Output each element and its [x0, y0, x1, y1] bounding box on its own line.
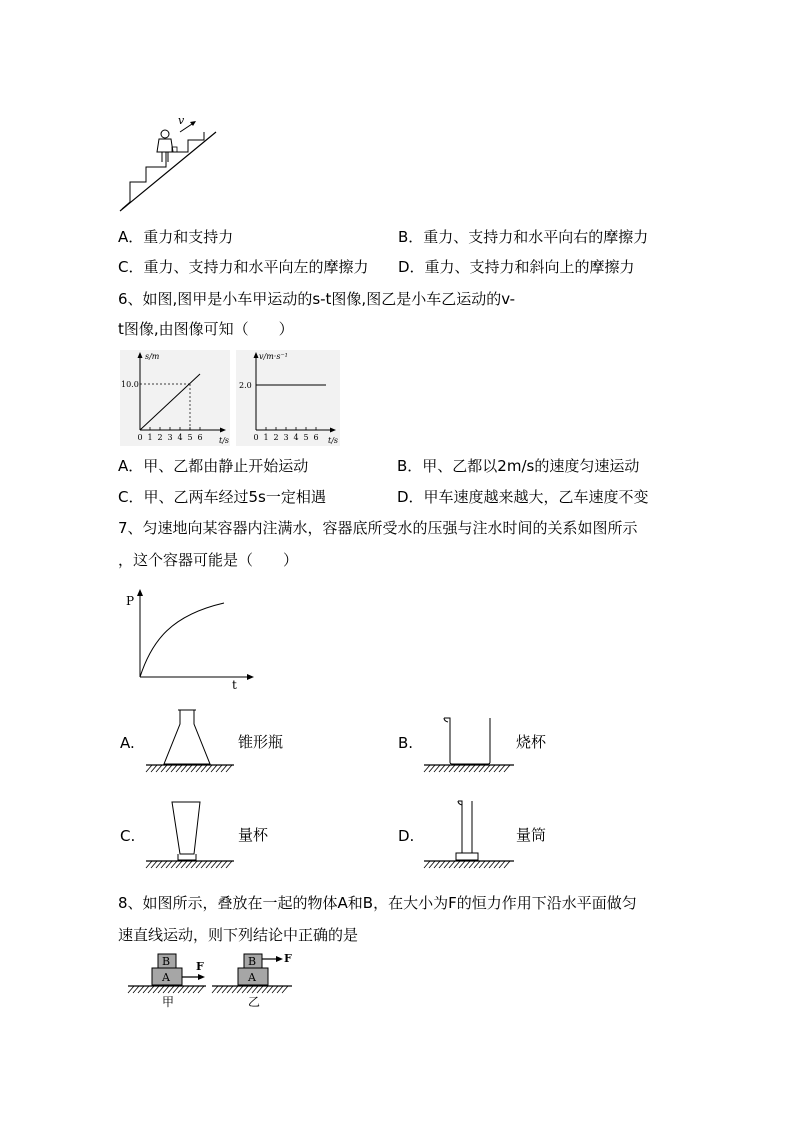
jia-ground-hatch-13 — [193, 986, 199, 993]
yi-ground-hatch-4 — [232, 986, 238, 993]
q5-option-c[interactable]: C．重力、支持力和水平向左的摩擦力 — [118, 258, 369, 276]
yi-ground-hatch-11 — [267, 986, 273, 993]
cylinder-ground-hatch-4 — [444, 861, 450, 868]
jia-ground-hatch-11 — [183, 986, 189, 993]
yi-ground-hatch-7 — [247, 986, 253, 993]
q7-option-a-letter[interactable]: A. — [120, 734, 135, 752]
beaker-ground-hatch-7 — [459, 765, 465, 772]
beaker-ground-hatch-0 — [424, 765, 430, 772]
jia-ground-hatch-1 — [133, 986, 139, 993]
beaker-ground-hatch-14 — [494, 765, 500, 772]
v-t-graph — [236, 350, 340, 446]
beaker-ground-hatch-9 — [469, 765, 475, 772]
cylinder-ground-hatch-1 — [429, 861, 435, 868]
block-figure-jia — [126, 950, 211, 1010]
s-t-tick-label-0: 0 — [137, 433, 143, 442]
cup-ground-hatch-6 — [176, 861, 182, 868]
cup-ground-hatch-10 — [196, 861, 202, 868]
flask-ground-hatch-9 — [191, 765, 197, 772]
q5-option-a[interactable]: A．重力和支持力 — [118, 228, 234, 246]
escalator-figure — [118, 112, 218, 217]
conical-flask-figure — [142, 706, 237, 774]
jia-ground-hatch-3 — [143, 986, 149, 993]
yi-block-b-label: B — [248, 955, 257, 968]
yi-ground-hatch-9 — [257, 986, 263, 993]
flask-ground-hatch-0 — [146, 765, 152, 772]
flask-ground-hatch-11 — [201, 765, 207, 772]
cup-ground-hatch-16 — [226, 861, 232, 868]
q6-option-a[interactable]: A．甲、乙都由静止开始运动 — [118, 457, 309, 475]
velocity-label: v — [178, 114, 185, 127]
flask-ground-hatch-5 — [171, 765, 177, 772]
v-t-ylabel: v/m·s⁻¹ — [259, 352, 288, 361]
yi-caption: 乙 — [248, 995, 261, 1009]
q8-stem-line1: 8、如图所示，叠放在一起的物体A和B，在大小为F的恒力作用下沿水平面做匀 — [118, 894, 637, 912]
q6-option-d[interactable]: D．甲车速度越来越大，乙车速度不变 — [397, 488, 649, 506]
cylinder-ground-hatch-5 — [449, 861, 455, 868]
q6-option-c[interactable]: C．甲、乙两车经过5s一定相遇 — [118, 488, 326, 506]
cylinder-ground-hatch-14 — [494, 861, 500, 868]
yi-block-a-label: A — [248, 971, 256, 984]
cup-ground-hatch-12 — [206, 861, 212, 868]
q7-option-b-name: 烧杯 — [516, 733, 547, 751]
beaker-ground-hatch-1 — [429, 765, 435, 772]
beaker-ground-hatch-8 — [464, 765, 470, 772]
cup-ground-hatch-8 — [186, 861, 192, 868]
s-t-tick-label-1: 1 — [147, 433, 153, 442]
s-t-ylabel: s/m — [145, 352, 160, 361]
beaker-ground-hatch-15 — [499, 765, 505, 772]
cylinder-ground-hatch-11 — [479, 861, 485, 868]
flask-ground-hatch-14 — [216, 765, 222, 772]
beaker-figure — [422, 712, 517, 774]
flask-ground-hatch-16 — [226, 765, 232, 772]
cup-ground-hatch-11 — [201, 861, 207, 868]
s-t-tick-label-3: 3 — [167, 433, 173, 442]
yi-ground-hatch-10 — [262, 986, 268, 993]
yi-ground-hatch-5 — [237, 986, 243, 993]
v-t-tick-label-0: 0 — [253, 433, 259, 442]
jia-ground-hatch-10 — [178, 986, 184, 993]
yi-ground-hatch-8 — [252, 986, 258, 993]
q6-option-b[interactable]: B．甲、乙都以2m/s的速度匀速运动 — [397, 457, 640, 475]
flask-ground-hatch-10 — [196, 765, 202, 772]
yi-ground-hatch-1 — [217, 986, 223, 993]
flask-ground-hatch-6 — [176, 765, 182, 772]
v-t-tick-label-4: 4 — [293, 433, 299, 442]
cylinder-ground-hatch-10 — [474, 861, 480, 868]
q7-stem-line2: ，这个容器可能是（ ） — [118, 551, 299, 569]
jia-ground-hatch-5 — [153, 986, 159, 993]
yi-ground-hatch-13 — [277, 986, 283, 993]
s-t-tick-label-4: 4 — [177, 433, 183, 442]
beaker-ground-hatch-3 — [439, 765, 445, 772]
flask-ground-hatch-4 — [166, 765, 172, 772]
q7-option-d-name: 量筒 — [516, 826, 547, 844]
flask-ground-hatch-8 — [186, 765, 192, 772]
beaker-ground-hatch-2 — [434, 765, 440, 772]
flask-ground-hatch-13 — [211, 765, 217, 772]
beaker-ground-hatch-10 — [474, 765, 480, 772]
s-t-tick-label-5: 5 — [187, 433, 193, 442]
beaker-ground-hatch-12 — [484, 765, 490, 772]
flask-ground-hatch-15 — [221, 765, 227, 772]
beaker-ground-hatch-6 — [454, 765, 460, 772]
jia-ground-hatch-14 — [198, 986, 204, 993]
cylinder-ground-hatch-7 — [459, 861, 465, 868]
v-t-tick-label-1: 1 — [263, 433, 269, 442]
cup-ground-hatch-15 — [221, 861, 227, 868]
cup-ground-hatch-0 — [146, 861, 152, 868]
q5-option-b[interactable]: B．重力、支持力和水平向右的摩擦力 — [398, 228, 649, 246]
beaker-ground-hatch-5 — [449, 765, 455, 772]
cup-ground-hatch-3 — [161, 861, 167, 868]
cup-ground-hatch-14 — [216, 861, 222, 868]
q7-option-a-name: 锥形瓶 — [238, 733, 284, 751]
v-t-tick-label-2: 2 — [273, 433, 279, 442]
v-t-tick-label-5: 5 — [303, 433, 309, 442]
block-figure-yi — [208, 950, 298, 1010]
yi-ground-hatch-2 — [222, 986, 228, 993]
jia-ground-hatch-12 — [188, 986, 194, 993]
cup-ground-hatch-5 — [171, 861, 177, 868]
cylinder-ground-hatch-3 — [439, 861, 445, 868]
cylinder-ground-hatch-16 — [504, 861, 510, 868]
cylinder-ground-hatch-15 — [499, 861, 505, 868]
yi-ground-hatch-14 — [282, 986, 288, 993]
q7-stem-line1: 7、匀速地向某容器内注满水，容器底所受水的压强与注水时间的关系如图所示 — [118, 519, 638, 537]
jia-ground-hatch-6 — [158, 986, 164, 993]
q7-option-c-letter[interactable]: C. — [120, 827, 136, 845]
v-t-tick-label-3: 3 — [283, 433, 289, 442]
s-t-graph — [120, 350, 230, 446]
jia-block-b-label: B — [162, 955, 171, 968]
v-t-xlabel: t/s — [328, 436, 339, 445]
flask-ground-hatch-12 — [206, 765, 212, 772]
jia-ground-hatch-2 — [138, 986, 144, 993]
cylinder-ground-hatch-0 — [424, 861, 430, 868]
jia-ground-hatch-8 — [168, 986, 174, 993]
v-t-ytick: 2.0 — [239, 381, 252, 390]
cup-ground-hatch-9 — [191, 861, 197, 868]
cup-ground-hatch-4 — [166, 861, 172, 868]
jia-ground-hatch-7 — [163, 986, 169, 993]
p-t-graph — [122, 585, 262, 691]
measuring-cup-figure — [142, 798, 237, 870]
cylinder-ground-hatch-6 — [454, 861, 460, 868]
yi-force-label: F — [284, 952, 292, 965]
graduated-cylinder-figure — [422, 797, 517, 870]
jia-ground-hatch-4 — [148, 986, 154, 993]
yi-ground-hatch-12 — [272, 986, 278, 993]
s-t-tick-label-6: 6 — [197, 433, 203, 442]
yi-ground-hatch-0 — [212, 986, 218, 993]
beaker-ground-hatch-4 — [444, 765, 450, 772]
cylinder-ground-hatch-13 — [489, 861, 495, 868]
jia-ground-hatch-0 — [128, 986, 134, 993]
jia-caption: 甲 — [162, 995, 175, 1009]
jia-block-a-label: A — [162, 971, 170, 984]
q6-stem-line1: 6、如图,图甲是小车甲运动的s-t图像,图乙是小车乙运动的v- — [118, 290, 516, 308]
beaker-ground-hatch-11 — [479, 765, 485, 772]
q5-option-d[interactable]: D．重力、支持力和斜向上的摩擦力 — [398, 258, 635, 276]
jia-ground-hatch-9 — [173, 986, 179, 993]
cup-ground-hatch-2 — [156, 861, 162, 868]
cup-ground-hatch-13 — [211, 861, 217, 868]
beaker-ground-hatch-13 — [489, 765, 495, 772]
q8-stem-line2: 速直线运动，则下列结论中正确的是 — [118, 926, 359, 944]
flask-ground-hatch-2 — [156, 765, 162, 772]
v-t-tick-label-6: 6 — [313, 433, 319, 442]
q7-option-d-letter[interactable]: D. — [398, 827, 415, 845]
p-t-ylabel: P — [126, 594, 135, 608]
cylinder-ground-hatch-8 — [464, 861, 470, 868]
s-t-tick-label-2: 2 — [157, 433, 163, 442]
jia-force-label: F — [196, 960, 204, 973]
cylinder-ground-hatch-9 — [469, 861, 475, 868]
q6-stem-line2: t图像,由图像可知（ ） — [118, 320, 294, 338]
s-t-ytick: 10.0 — [121, 380, 139, 389]
s-t-xlabel: t/s — [219, 436, 230, 445]
p-t-xlabel: t — [232, 678, 237, 691]
cylinder-ground-hatch-12 — [484, 861, 490, 868]
cylinder-ground-hatch-2 — [434, 861, 440, 868]
q7-option-c-name: 量杯 — [238, 826, 269, 844]
yi-ground-hatch-3 — [227, 986, 233, 993]
flask-ground-hatch-3 — [161, 765, 167, 772]
cup-ground-hatch-7 — [181, 861, 187, 868]
yi-ground-hatch-6 — [242, 986, 248, 993]
flask-ground-hatch-1 — [151, 765, 157, 772]
beaker-ground-hatch-16 — [504, 765, 510, 772]
cup-ground-hatch-1 — [151, 861, 157, 868]
q7-option-b-letter[interactable]: B. — [398, 734, 414, 752]
flask-ground-hatch-7 — [181, 765, 187, 772]
